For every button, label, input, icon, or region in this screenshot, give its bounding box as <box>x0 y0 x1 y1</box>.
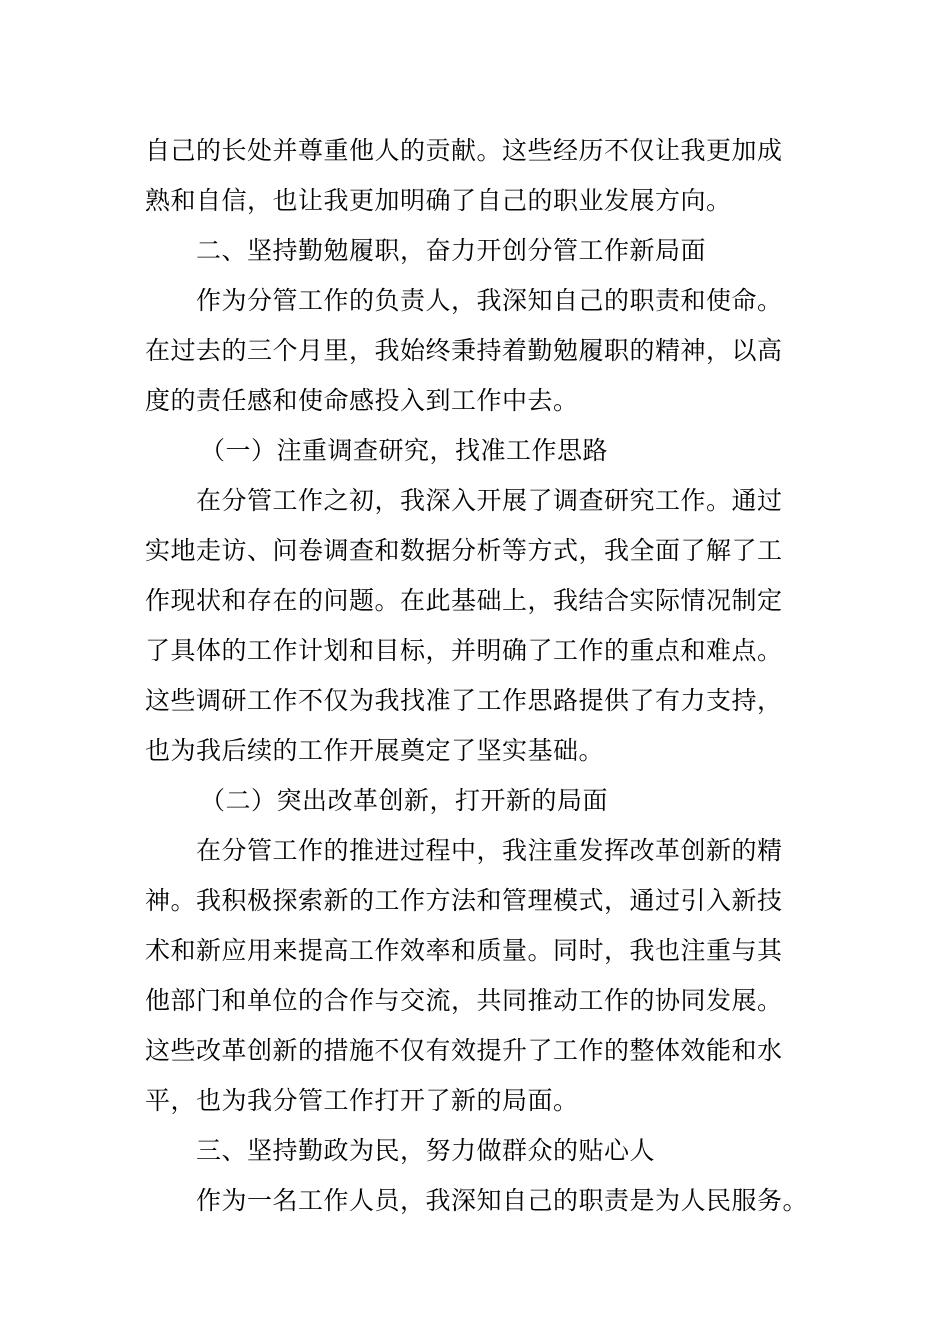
body-text-line: 神。我积极探索新的工作方法和管理模式，通过引入新技 <box>145 886 783 915</box>
section-heading: 二、坚持勤勉履职，奋力开创分管工作新局面 <box>196 236 707 265</box>
body-text-line: 也为我后续的工作开展奠定了坚实基础。 <box>145 736 605 765</box>
body-text-line: 熟和自信，也让我更加明确了自己的职业发展方向。 <box>145 186 732 215</box>
body-text-line: 在过去的三个月里，我始终秉持着勤勉履职的精神，以高 <box>145 336 783 365</box>
body-text-line: 实地走访、问卷调查和数据分析等方式，我全面了解了工 <box>145 536 783 565</box>
body-text-line: 作现状和存在的问题。在此基础上，我结合实际情况制定 <box>145 586 783 615</box>
body-text-line: 这些改革创新的措施不仅有效提升了工作的整体效能和水 <box>145 1036 783 1065</box>
body-text-line: 自己的长处并尊重他人的贡献。这些经历不仅让我更加成 <box>145 136 783 165</box>
body-text-line: 了具体的工作计划和目标，并明确了工作的重点和难点。 <box>145 636 783 665</box>
section-heading: 三、坚持勤政为民，努力做群众的贴心人 <box>196 1136 656 1165</box>
body-text-line: 术和新应用来提高工作效率和质量。同时，我也注重与其 <box>145 936 783 965</box>
subsection-heading: （一）注重调查研究，找准工作思路 <box>200 436 609 465</box>
body-text-line: 在分管工作之初，我深入开展了调查研究工作。通过 <box>196 486 783 515</box>
subsection-heading: （二）突出改革创新，打开新的局面 <box>200 786 609 815</box>
body-text-line: 在分管工作的推进过程中，我注重发挥改革创新的精 <box>196 836 783 865</box>
body-text-line: 度的责任感和使命感投入到工作中去。 <box>145 386 579 415</box>
body-text-line: 平，也为我分管工作打开了新的局面。 <box>145 1086 579 1115</box>
body-text-line: 他部门和单位的合作与交流，共同推动工作的协同发展。 <box>145 986 783 1015</box>
body-text-line: 这些调研工作不仅为我找准了工作思路提供了有力支持， <box>145 686 783 715</box>
body-text-line: 作为一名工作人员，我深知自己的职责是为人民服务。 <box>196 1186 809 1215</box>
body-text-line: 作为分管工作的负责人，我深知自己的职责和使命。 <box>196 286 783 315</box>
